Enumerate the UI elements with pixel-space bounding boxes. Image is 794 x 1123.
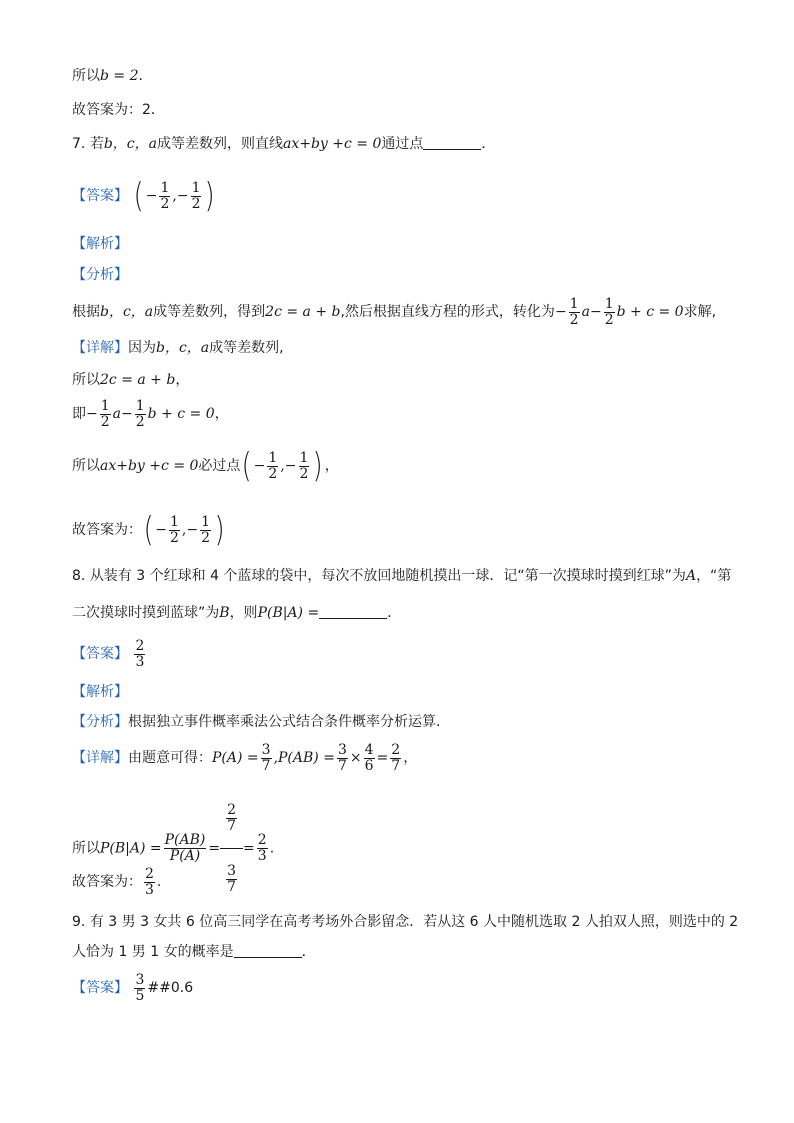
final-answer-line: 故答案为： $\frac{2}{3}$ . bbox=[72, 865, 162, 898]
fraction: $\frac{1}{2}$ bbox=[191, 179, 201, 212]
question-8: 8. 从装有 3 个红球和 4 个蓝球的袋中，每次不放回地随机摸出一球．记“第一次摸球时摸到红球”为A，“第 bbox=[72, 568, 732, 584]
fraction: $\frac{2}{7}$ bbox=[391, 741, 401, 774]
text-line: 故答案为：2． bbox=[72, 102, 165, 118]
nested-fraction: $\frac{\frac{2}{7}}{\frac{3}{7}}$ bbox=[220, 788, 243, 909]
fraction: $\frac{2}{3}$ bbox=[135, 637, 145, 670]
jiexi-tag: 【解析】 bbox=[72, 236, 128, 252]
fenxi-tag: 【分析】 bbox=[72, 267, 128, 283]
fenxi-line: 【分析】根据独立事件概率乘法公式结合条件概率分析运算. bbox=[72, 714, 441, 730]
fraction: $\frac{1}{2}$ bbox=[170, 513, 179, 546]
text-line: 所以b = 2. bbox=[72, 68, 143, 84]
fenxi-line: 根据b，c，a成等差数列，得到2c = a + b,然后根据直线方程的形式，转化为− $\frac{1}{2}$ a− $\frac{1}{2}$ b + c = 0求解, bbox=[72, 295, 717, 328]
answer-line: 【答案】 $\frac{3}{5}$ ##0.6 bbox=[72, 971, 194, 1004]
fraction: $\frac{4}{6}$ bbox=[364, 741, 374, 774]
fraction: $\frac{P(AB)}{P(A)}$ bbox=[164, 832, 206, 864]
step-line: 所以2c = a + b， bbox=[72, 372, 190, 388]
fraction: $\frac{3}{7}$ bbox=[261, 741, 271, 774]
question-8-line2: 二次摸球时摸到蓝球”为B，则P(B|A) = ． bbox=[72, 605, 402, 621]
step-line: 所以P(B|A) = $\frac{P(AB)}{P(A)}$ = $\frac{\frac{2}{7}}{\frac{3}{7}}$ = $\frac{2}{3}$ . bbox=[72, 788, 274, 909]
answer-blank bbox=[423, 149, 481, 150]
fraction: $\frac{1}{2}$ bbox=[160, 179, 170, 212]
fraction: $\frac{1}{2}$ bbox=[569, 295, 579, 328]
question-9-line2: 人恰为 1 男 1 女的概率是 ． bbox=[72, 944, 316, 960]
fraction: $\frac{2}{3}$ bbox=[145, 865, 154, 898]
jiexi-tag: 【解析】 bbox=[72, 684, 128, 700]
step-line: 即− $\frac{1}{2}$ a− $\frac{1}{2}$ b + c = 0， bbox=[72, 397, 229, 430]
fraction: $\frac{3}{5}$ bbox=[135, 971, 145, 1004]
answer-blank bbox=[319, 618, 387, 619]
xiangjie-line: 【详解】由题意可得：P(A) = $\frac{3}{7}$ ,P(AB) = $\frac{3}{7}$ × $\frac{4}{6}$ = $\frac{2}{7}$ ， bbox=[72, 741, 418, 774]
step-line: 所以ax+by +c = 0必过点( − $\frac{1}{2}$ ,− $\frac{1}{2}$ ) ， bbox=[72, 446, 339, 486]
answer-line: 【答案】 $\frac{2}{3}$ bbox=[72, 637, 145, 670]
fraction: $\frac{1}{2}$ bbox=[201, 513, 211, 546]
answer-line: 【答案】 ( − $\frac{1}{2}$ ,− $\frac{1}{2}$ ) bbox=[72, 176, 216, 216]
fraction: $\frac{2}{3}$ bbox=[257, 832, 267, 864]
fraction: $\frac{3}{7}$ bbox=[337, 741, 347, 774]
fraction: $\frac{1}{2}$ bbox=[268, 449, 278, 482]
xiangjie-line: 【详解】因为b，c，a成等差数列, bbox=[72, 340, 284, 356]
fraction: $\frac{1}{2}$ bbox=[299, 449, 309, 482]
answer-blank bbox=[234, 957, 302, 958]
fraction: $\frac{1}{2}$ bbox=[135, 397, 145, 430]
question-7: 7. 若b，c，a成等差数列，则直线ax+by +c = 0通过点 ． bbox=[72, 136, 496, 152]
fraction: $\frac{1}{2}$ bbox=[100, 397, 110, 430]
final-answer-line: 故答案为：( − $\frac{1}{2}$ ,− $\frac{1}{2}$ ) bbox=[72, 510, 225, 550]
question-9: 9. 有 3 男 3 女共 6 位高三同学在高考考场外合影留念．若从这 6 人中随机选取 2 人拍双人照，则选中的 2 bbox=[72, 914, 739, 930]
fraction: $\frac{1}{2}$ bbox=[604, 295, 614, 328]
